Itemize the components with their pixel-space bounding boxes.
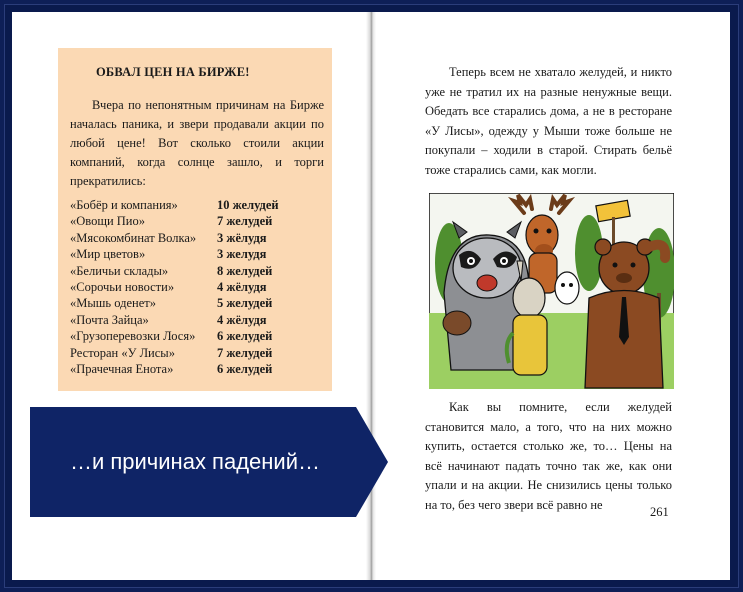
- company-name: «Прачечная Енота»: [70, 361, 174, 376]
- share-price: 6 желудей: [217, 329, 273, 344]
- company-name: «Сорочьи новости»: [70, 279, 175, 294]
- paragraph-2: [425, 398, 672, 515]
- banner-text: …и причинах падений…: [69, 449, 321, 474]
- paragraph-1-text: Теперь всем не хватало желудей, и никто уже не тратил их на разные ненужные вещи. Обедать все старались дома, а не в ресторане «У Лисы», одежду у Мыши тоже больше не покупали – ходили в старой. Стирать бельё тоже старались сами, как могли.: [425, 65, 672, 177]
- paragraph-2-text: Как вы помните, если желудей становится мало, а того, что на них можно купить, остается столько же, то… Цены на всё начинают падать точно так же, как они упали и на акции. Не снизились цены только на то, без чего звери всё равно не: [425, 400, 672, 512]
- company-name: «Грузоперевозки Лося»: [70, 329, 196, 344]
- share-price: 10 желудей: [217, 198, 279, 212]
- price-row: [70, 230, 330, 246]
- company-name: «Мышь оденет»: [70, 296, 156, 311]
- share-price: 6 желудей: [217, 361, 273, 376]
- company-name: «Овощи Пио»: [70, 214, 145, 229]
- price-row: [70, 263, 330, 279]
- news-box-intro-text: Вчера по непонятным причинам на Бирже началась паника, и звери продавали акции по любой цене! Вот сколько стоили акции компаний, когда солнце зашло, и торги прекратились:: [70, 98, 324, 188]
- price-row: [70, 279, 330, 295]
- animals-crowd-illustration: [429, 193, 674, 389]
- share-price: 7 желудей: [217, 214, 273, 229]
- company-name: «Бобёр и компания»: [70, 198, 178, 212]
- company-name: «Беличьи склады»: [70, 263, 169, 278]
- caption-banner: [30, 407, 388, 517]
- company-name: Ресторан «У Лисы»: [70, 345, 175, 360]
- price-row: [70, 328, 330, 344]
- price-list: [70, 197, 330, 377]
- price-row: [70, 295, 330, 311]
- company-name: «Мясокомбинат Волка»: [70, 230, 197, 245]
- price-row: [70, 312, 330, 328]
- news-box-title: ОБВАЛ ЦЕН НА БИРЖЕ!: [96, 65, 250, 79]
- price-row: [70, 246, 330, 262]
- paragraph-1: [425, 63, 672, 180]
- company-name: «Почта Зайца»: [70, 312, 149, 327]
- price-row: [70, 213, 330, 229]
- share-price: 3 жёлудя: [217, 230, 267, 245]
- share-price: 3 желудя: [217, 247, 267, 262]
- price-row: [70, 197, 330, 213]
- page-number: 261: [650, 505, 669, 519]
- share-price: 5 желудей: [217, 296, 273, 311]
- news-box: [58, 48, 332, 391]
- price-row: [70, 361, 330, 377]
- share-price: 7 желудей: [217, 345, 273, 360]
- share-price: 4 жёлудя: [217, 279, 267, 294]
- share-price: 8 желудей: [217, 263, 273, 278]
- news-box-intro: [70, 96, 324, 191]
- price-row: [70, 345, 330, 361]
- company-name: «Мир цветов»: [70, 247, 146, 262]
- share-price: 4 жёлудя: [217, 312, 267, 327]
